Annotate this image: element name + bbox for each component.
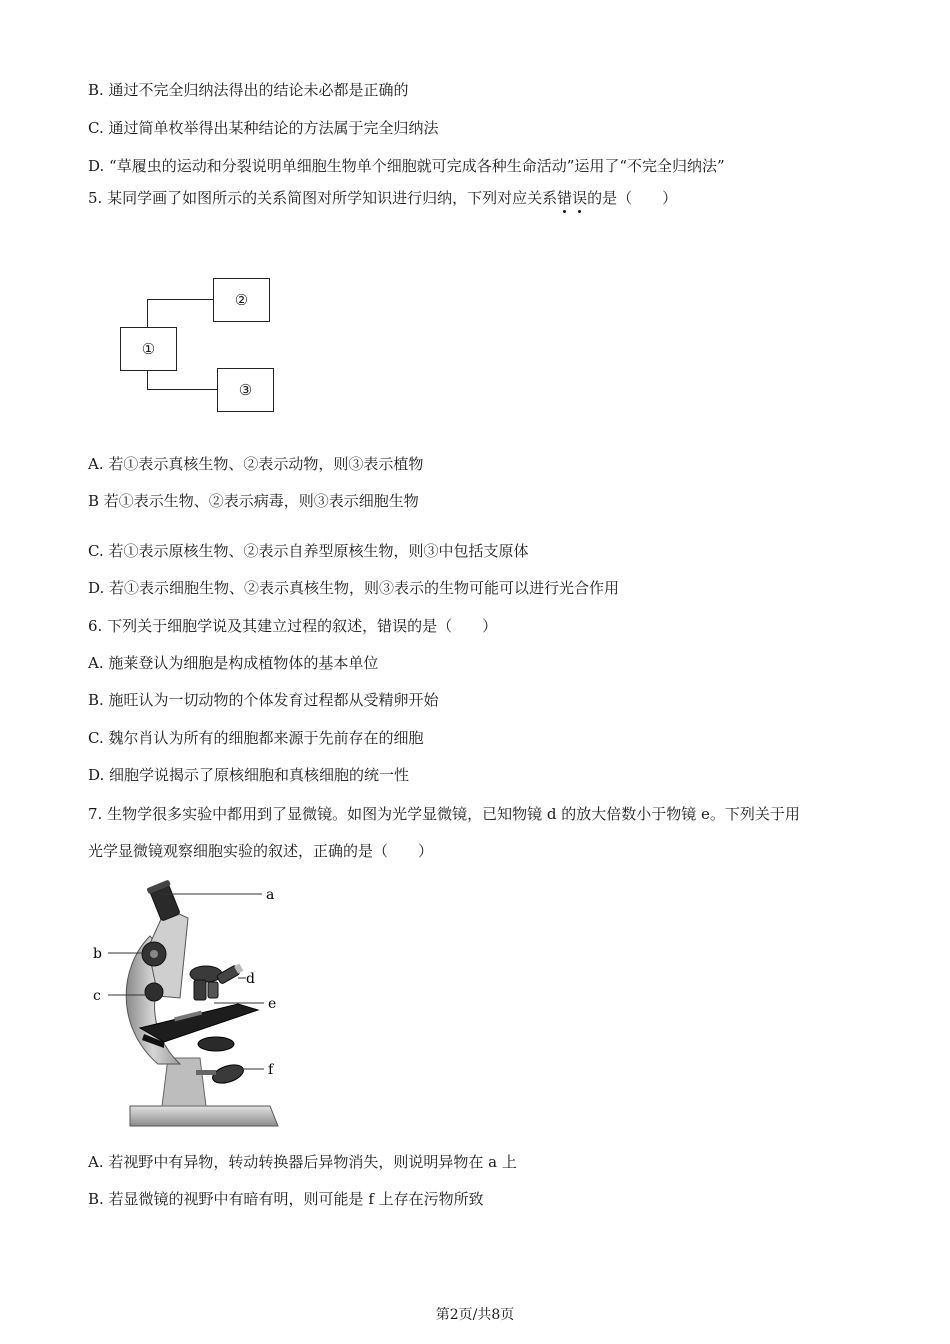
q5-emphasis-2: 误 <box>572 189 588 207</box>
q5-option-d: D. 若①表示细胞生物、②表示真核生物，则③表示的生物可能可以进行光合作用 <box>88 579 620 597</box>
q6-option-d: D. 细胞学说揭示了原核细胞和真核细胞的统一性 <box>88 766 410 784</box>
q6-option-a: A. 施莱登认为细胞是构成植物体的基本单位 <box>88 654 379 672</box>
connector-horizontal-bottom <box>147 389 218 390</box>
q7-stem-line1: 7. 生物学很多实验中都用到了显微镜。如图为光学显微镜，已知物镜 d 的放大倍数小于物镜 e。下列关于用 <box>88 805 800 823</box>
option-d-prev: D. “草履虫的运动和分裂说明单细胞生物单个细胞就可完成各种生命活动”运用了“不完全归纳法” <box>88 157 725 175</box>
q6-option-b: B. 施旺认为一切动物的个体发育过程都从受精卵开始 <box>88 691 439 709</box>
q5-option-a: A. 若①表示真核生物、②表示动物，则③表示植物 <box>88 455 424 473</box>
label-c: c <box>93 988 101 1004</box>
q7-option-a: A. 若视野中有异物，转动转换器后异物消失，则说明异物在 a 上 <box>88 1153 517 1171</box>
q5-stem <box>88 188 677 208</box>
connector-vertical-bottom <box>147 370 148 390</box>
q5-stem-before: 5. 某同学画了如图所示的关系简图对所学知识进行归纳，下列对应关系 <box>88 189 558 207</box>
page-footer: 第2页/共8页 <box>435 1307 515 1323</box>
microscope-figure <box>88 878 288 1134</box>
q5-option-b: B 若①表示生物、②表示病毒，则③表示细胞生物 <box>88 492 419 510</box>
label-a: a <box>266 887 275 903</box>
q5-emphasis-1: 错 <box>557 189 573 207</box>
label-d: d <box>246 971 255 987</box>
option-c-prev: C. 通过简单枚举得出某种结论的方法属于完全归纳法 <box>88 119 439 137</box>
q6-stem: 6. 下列关于细胞学说及其建立过程的叙述，错误的是（ ） <box>88 617 498 635</box>
diagram-box-2: ② <box>213 278 270 322</box>
q7-option-b: B. 若显微镜的视野中有暗有明，则可能是 f 上存在污物所致 <box>88 1190 484 1208</box>
label-f: f <box>268 1062 274 1078</box>
label-b: b <box>93 946 102 962</box>
q5-stem-after: 的是（ ） <box>587 189 678 207</box>
diagram-box-3: ③ <box>217 368 274 412</box>
q5-option-c: C. 若①表示原核生物、②表示自养型原核生物，则③中包括支原体 <box>88 542 529 560</box>
connector-horizontal-top <box>147 299 213 300</box>
option-b-prev: B. 通过不完全归纳法得出的结论未必都是正确的 <box>88 81 409 99</box>
connector-vertical-top <box>147 299 148 328</box>
q6-option-c: C. 魏尔肖认为所有的细胞都来源于先前存在的细胞 <box>88 729 424 747</box>
q7-stem-line2: 光学显微镜观察细胞实验的叙述，正确的是（ ） <box>88 842 434 860</box>
label-e: e <box>268 996 277 1012</box>
diagram-box-1: ① <box>120 327 177 371</box>
